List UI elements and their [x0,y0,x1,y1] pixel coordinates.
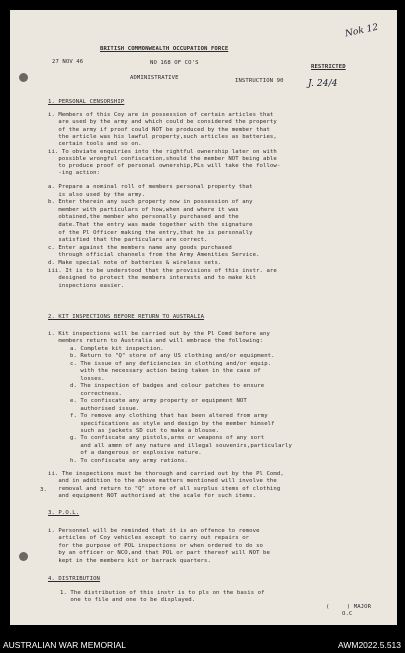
text-line: certain tools and so on. [48,141,142,148]
text-line: b. Enter therein any such property now in possession of any [48,199,253,206]
text-line: i. Personnel will be reminded that it is an offence to remove [48,528,260,534]
instruction-label: INSTRUCTION 90 [235,78,284,84]
section-heading: 4. DISTRIBUTION [48,576,101,582]
signature-block: ( ) MAJOR [326,604,372,610]
text-line: to produce proof of personal ownership,PLs will take the follow- [48,163,281,170]
text-line: 1. The distribution of this instr is to pls on the basis of [60,590,265,596]
text-line: obtained,the member who personally purchased and the [48,214,239,221]
checklist-item: and all ammn of any nature and illegal souvenirs,particularly [70,442,292,449]
signature-title: O.C [342,611,353,617]
text-line: satisfied that the particulars are correct. [48,237,208,244]
handwritten-note: Nok 12 [344,22,380,40]
margin-number: 3. [40,487,47,493]
punch-hole [19,552,28,561]
checklist-item: g. To confiscate any pistols,arms or weapons of any sort [70,435,265,442]
text-line: and equipment NOT authorised at the scale for such items. [48,492,257,499]
text-line: designed to protect the members interests and to make kit [48,275,257,282]
text-line: is also used by the army. [48,191,146,198]
classification-label: RESTRICTED [311,64,346,70]
footer-bar [0,634,405,653]
text-line: and in addition to the above matters mentioned will involve the [48,478,277,485]
checklist-item: e. To confiscate any army property or equipment NOT [70,398,247,405]
document-date: 27 NOV 46 [52,59,84,65]
text-line: of the army if proof could NOT be produced by the member that [48,126,270,133]
checklist-item: losses. [70,375,105,382]
checklist-item: correctness. [70,390,123,397]
text-line: i. Members of this Coy are in possession of certain articles that [48,112,274,118]
checklist-item: a. Complete kit inspection. [70,346,164,352]
text-line: -ing action: [48,170,101,177]
text-line: ii. The inspections must be thorough and carried out by the Pl Comd, [48,471,284,477]
text-line: date.That the entry was made together with the signature [48,222,253,228]
checklist-item: f. To remove any clothing that has been altered from army [70,413,268,420]
text-line: the article was his lawful property,such articles as batteries, [48,133,277,140]
text-line: iii. It is to be understood that the provisions of this instr. are [48,267,277,274]
section-heading: 2. KIT INSPECTIONS BEFORE RETURN TO AUSTRALIA [48,314,205,320]
text-line: through official channels from the Army Amenities Service. [48,252,260,259]
order-number: NO 168 OF CO'S [150,60,199,66]
text-line: ii. To obviate enquiries into the rightful ownership later on with [48,148,277,155]
series-label: ADMINISTRATIVE [130,75,179,81]
document-title: BRITISH COMMONWEALTH OCCUPATION FORCE [100,46,229,52]
text-line: i. Kit inspections will be carried out by the Pl Comd before any [48,331,270,337]
text-line: c. Enter against the members name any goods purchased [48,244,232,251]
text-line: for the purpose of POL inspections or when ordered to do so [48,542,263,549]
text-line: one to file and one to be displayed. [60,597,196,604]
section-heading: 3. P.O.L. [48,510,80,516]
text-line: members return to Australia and will embrace the following: [48,338,263,345]
handwritten-initials: J. 24/4 [308,79,338,89]
checklist-item: d. The inspection of badges and colour patches to ensure [70,383,265,390]
text-line: possible wrongful confiscation,should the member NOT being able [48,155,277,162]
text-line: inspections easier. [48,282,125,289]
checklist-item: specifications as style and design by the member himself [70,420,275,427]
checklist-item: such as jackets SD cut to make a blouse. [70,427,220,434]
checklist-item: authorised issue. [70,405,140,412]
text-line: a. Prepare a nominal roll of members personal property that [48,184,253,190]
text-line: removal and return to "Q" store of all surplus items of clothing [48,485,281,492]
text-line: are used by the army and which could be considered the property [48,119,277,126]
checklist-item: b. Return to "Q" store of any US clothing and/or equipment. [70,353,275,360]
checklist-item: of a dangerous or explosive nature. [70,450,202,457]
checklist-item: h. To confiscate any army rations. [70,457,188,464]
text-line: kept in the members kit or barrack quarters. [48,557,211,564]
checklist-item: c. The issue of any deficiencies in clothing and/or equip. [70,360,272,367]
footer-credit: AUSTRALIAN WAR MEMORIAL [3,640,126,650]
text-line: by an officer or NCO,and that POL or part thereof will NOT be [48,550,270,557]
text-line: of the Pl Officer making the entry,that he is personally [48,229,253,236]
checklist-item: with the necessary action being taken in the case of [70,368,261,375]
text-line: member with particulars of how,when and where it was [48,206,239,213]
text-line: d. Make special note of batteries & wireless sets. [48,260,222,266]
section-heading: 1. PERSONAL CENSORSHIP [48,99,125,105]
text-line: articles of Coy vehicles except to carry out repairs or [48,535,250,542]
document-page [10,10,397,625]
punch-hole [19,73,28,82]
footer-accession: AWM2022.5.513 [338,640,401,650]
